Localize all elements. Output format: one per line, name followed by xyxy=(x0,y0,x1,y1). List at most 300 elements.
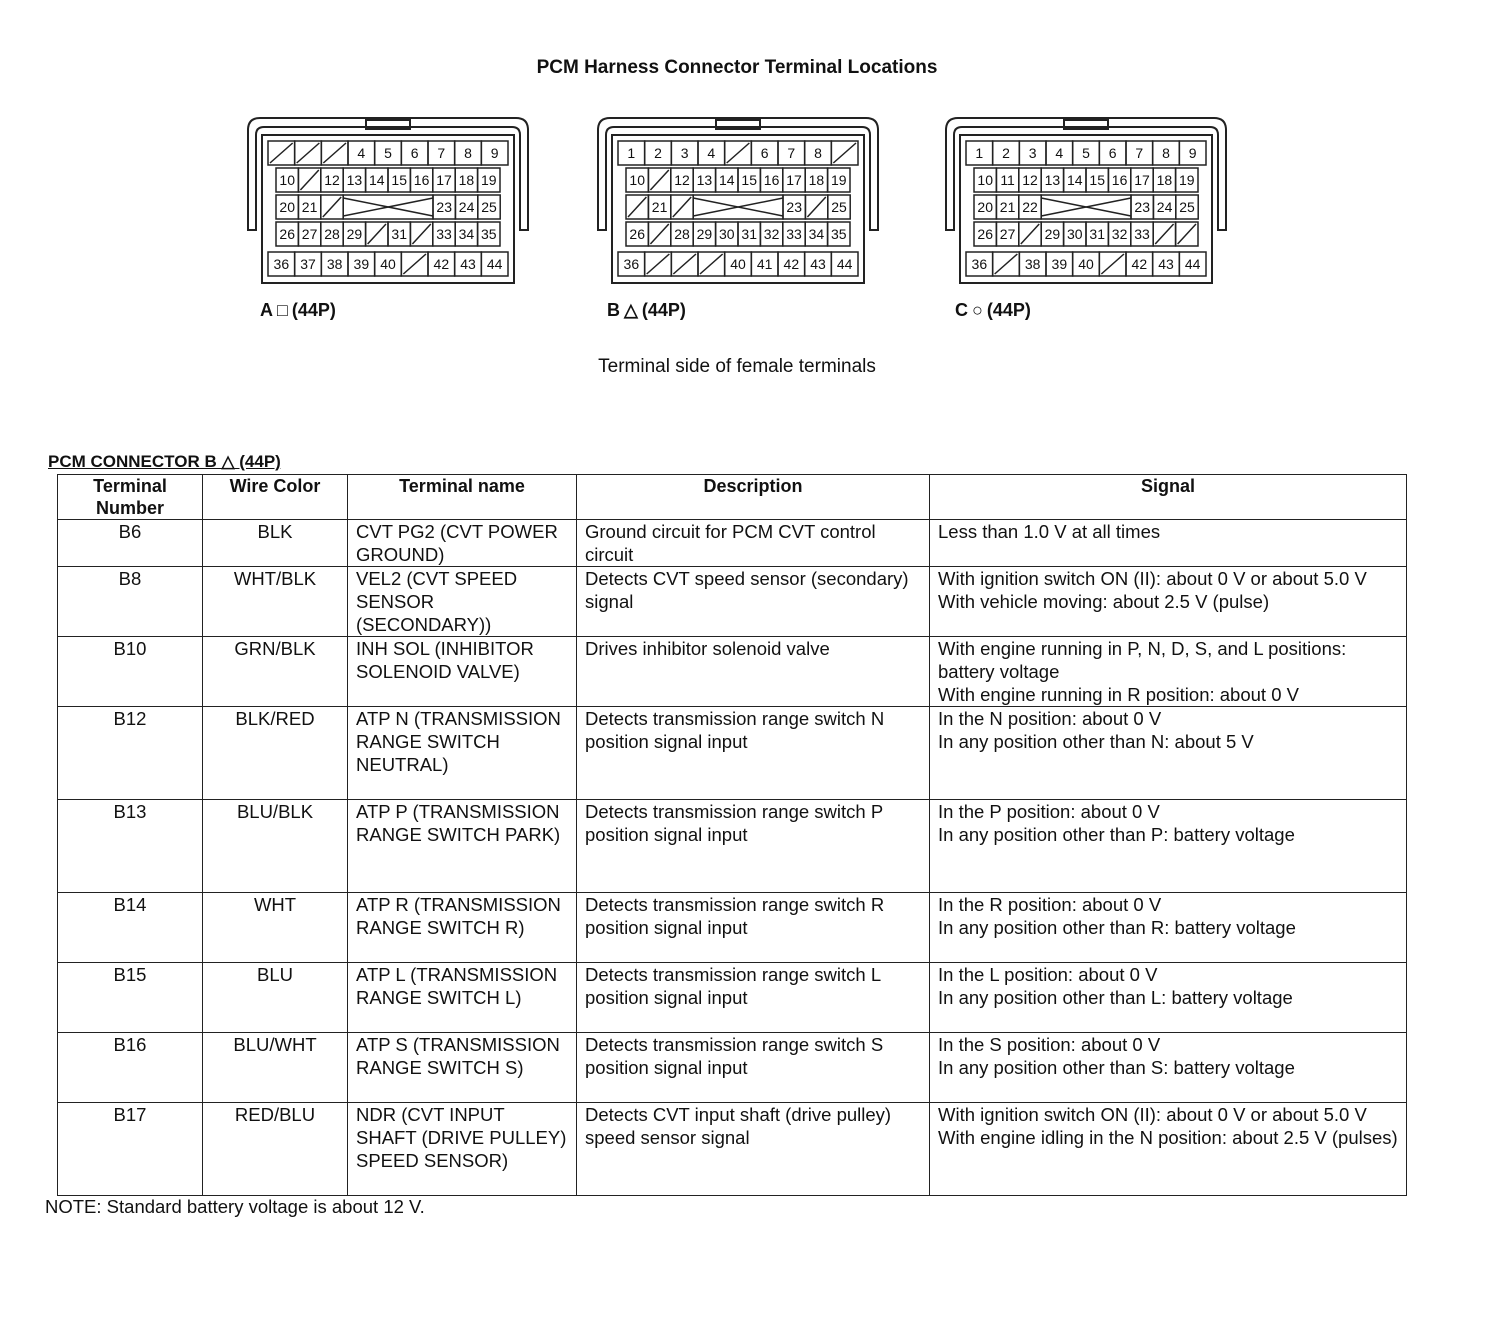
terminal-cell xyxy=(805,141,832,165)
svg-text:38: 38 xyxy=(326,256,343,272)
description-cell: Ground circuit for PCM CVT control circuit xyxy=(577,520,930,567)
table-row xyxy=(58,893,1407,963)
svg-text:16: 16 xyxy=(413,172,430,188)
terminal-cell xyxy=(1073,252,1100,276)
signal-cell xyxy=(930,567,1407,637)
terminal-cell xyxy=(321,222,343,246)
header-description: Description xyxy=(577,475,930,520)
terminal-cell xyxy=(671,141,698,165)
terminal-cell xyxy=(343,195,433,219)
terminal-cell xyxy=(993,141,1020,165)
terminal-cell xyxy=(366,222,388,246)
table-title: PCM CONNECTOR B △ (44P) xyxy=(48,452,281,471)
terminal-cell xyxy=(626,195,648,219)
svg-text:20: 20 xyxy=(279,199,295,215)
table-row xyxy=(58,1033,1407,1103)
svg-text:17: 17 xyxy=(1134,172,1150,188)
svg-text:13: 13 xyxy=(696,172,713,188)
terminal-cell xyxy=(298,168,320,192)
terminal-cell xyxy=(996,168,1018,192)
table-row xyxy=(58,637,1407,707)
wire-color-cell: RED/BLU xyxy=(203,1103,348,1196)
description-cell: Detects transmission range switch R position signal input xyxy=(577,893,930,963)
terminal-cell xyxy=(831,252,858,276)
svg-text:32: 32 xyxy=(763,226,780,242)
terminal-cell xyxy=(1099,141,1126,165)
table-row xyxy=(58,707,1407,800)
terminal-cell xyxy=(671,168,693,192)
wire-color-cell: GRN/BLK xyxy=(203,637,348,707)
svg-text:30: 30 xyxy=(719,226,735,242)
svg-text:7: 7 xyxy=(1135,145,1144,161)
svg-text:21: 21 xyxy=(999,199,1016,215)
terminal-cell xyxy=(388,168,410,192)
terminal-cell xyxy=(375,141,402,165)
terminal-number-cell: B14 xyxy=(58,893,203,963)
terminal-cell xyxy=(1153,252,1180,276)
connector-c-diagram xyxy=(936,115,1236,295)
terminal-cell xyxy=(1176,222,1198,246)
svg-text:15: 15 xyxy=(391,172,407,188)
signal-line: With engine idling in the N position: about 2.5 V (pulses) xyxy=(938,1127,1398,1148)
svg-text:39: 39 xyxy=(1051,256,1068,272)
terminal-cell xyxy=(1108,168,1130,192)
signal-line: In the P position: about 0 V xyxy=(938,801,1160,822)
terminal-name-cell: INH SOL (INHIBITOR SOLENOID VALVE) xyxy=(348,637,577,707)
svg-text:10: 10 xyxy=(629,172,645,188)
signal-cell xyxy=(930,963,1407,1033)
svg-text:39: 39 xyxy=(353,256,370,272)
description-cell: Detects transmission range switch N position signal input xyxy=(577,707,930,800)
signal-line: With engine running in P, N, D, S, and L positions: battery voltage xyxy=(938,638,1347,682)
terminal-number-cell: B12 xyxy=(58,707,203,800)
svg-text:1: 1 xyxy=(975,145,984,161)
connector-b-label: B △ (44P) xyxy=(607,300,686,320)
description-cell: Detects transmission range switch L position signal input xyxy=(577,963,930,1033)
svg-text:7: 7 xyxy=(437,145,446,161)
svg-text:3: 3 xyxy=(680,145,689,161)
terminal-cell xyxy=(783,168,805,192)
svg-text:36: 36 xyxy=(971,256,988,272)
terminal-cell xyxy=(645,141,672,165)
signal-cell xyxy=(930,1103,1407,1196)
header-terminal-number: Terminal Number xyxy=(58,475,203,520)
terminal-cell xyxy=(1179,141,1206,165)
terminal-number-cell: B15 xyxy=(58,963,203,1033)
svg-text:23: 23 xyxy=(1134,199,1150,215)
svg-text:19: 19 xyxy=(481,172,497,188)
wire-color-cell: BLK/RED xyxy=(203,707,348,800)
svg-text:43: 43 xyxy=(810,256,826,272)
terminal-cell xyxy=(410,168,432,192)
terminal-cell xyxy=(478,222,500,246)
terminal-cell xyxy=(455,222,477,246)
terminal-name-cell: ATP N (TRANSMISSION RANGE SWITCH NEUTRAL) xyxy=(348,707,577,800)
svg-text:38: 38 xyxy=(1024,256,1041,272)
svg-text:6: 6 xyxy=(410,145,419,161)
terminal-cell xyxy=(783,195,805,219)
terminal-name-cell: ATP R (TRANSMISSION RANGE SWITCH R) xyxy=(348,893,577,963)
svg-text:43: 43 xyxy=(460,256,476,272)
svg-text:19: 19 xyxy=(1179,172,1195,188)
terminal-cell xyxy=(455,195,477,219)
svg-text:5: 5 xyxy=(1082,145,1090,161)
svg-text:29: 29 xyxy=(696,226,713,242)
terminal-cell xyxy=(1046,252,1073,276)
note-text: NOTE: Standard battery voltage is about 12 V. xyxy=(45,1196,425,1217)
table-row xyxy=(58,800,1407,893)
svg-text:18: 18 xyxy=(808,172,825,188)
description-cell: Detects CVT speed sensor (secondary) signal xyxy=(577,567,930,637)
terminal-cell xyxy=(1099,252,1126,276)
terminal-cell xyxy=(996,222,1018,246)
diagram-caption: Terminal side of female terminals xyxy=(598,356,876,377)
terminal-cell xyxy=(433,195,455,219)
signal-line: With ignition switch ON (II): about 0 V or about 5.0 V xyxy=(938,568,1367,589)
svg-text:29: 29 xyxy=(346,226,363,242)
terminal-cell xyxy=(618,141,645,165)
terminal-name-cell: ATP L (TRANSMISSION RANGE SWITCH L) xyxy=(348,963,577,1033)
terminal-cell xyxy=(1131,195,1153,219)
table-header-row xyxy=(58,475,1407,520)
terminal-cell xyxy=(648,168,670,192)
terminal-cell xyxy=(648,222,670,246)
terminal-cell xyxy=(618,252,645,276)
terminal-cell xyxy=(693,168,715,192)
signal-line: In the R position: about 0 V xyxy=(938,894,1162,915)
svg-text:20: 20 xyxy=(977,199,993,215)
terminal-cell xyxy=(626,222,648,246)
svg-text:26: 26 xyxy=(279,226,295,242)
terminal-cell xyxy=(751,252,778,276)
svg-text:28: 28 xyxy=(324,226,340,242)
svg-text:12: 12 xyxy=(1022,172,1038,188)
terminal-cell xyxy=(805,195,827,219)
svg-text:16: 16 xyxy=(1111,172,1128,188)
header-wire-color: Wire Color xyxy=(203,475,348,520)
terminal-cell xyxy=(698,252,725,276)
svg-text:27: 27 xyxy=(999,226,1016,242)
terminal-cell xyxy=(671,222,693,246)
header-terminal-name: Terminal name xyxy=(348,475,577,520)
terminal-cell xyxy=(828,222,850,246)
terminal-cell xyxy=(428,252,455,276)
signal-line: In any position other than S: battery voltage xyxy=(938,1057,1295,1078)
svg-text:28: 28 xyxy=(674,226,690,242)
terminal-cell xyxy=(321,141,348,165)
svg-text:43: 43 xyxy=(1158,256,1174,272)
svg-text:14: 14 xyxy=(369,172,385,188)
terminal-cell xyxy=(321,168,343,192)
terminal-cell xyxy=(645,252,672,276)
terminal-cell xyxy=(783,222,805,246)
terminal-cell xyxy=(828,168,850,192)
svg-text:12: 12 xyxy=(674,172,690,188)
terminal-cell xyxy=(725,252,752,276)
terminal-cell xyxy=(1179,252,1206,276)
terminal-cell xyxy=(321,195,343,219)
terminal-cell xyxy=(455,141,482,165)
terminal-cell xyxy=(388,222,410,246)
page-title: PCM Harness Connector Terminal Locations xyxy=(536,57,938,78)
terminal-cell xyxy=(1153,222,1175,246)
svg-text:22: 22 xyxy=(1022,199,1038,215)
terminal-cell xyxy=(828,195,850,219)
terminal-cell xyxy=(1126,141,1153,165)
terminal-cell xyxy=(298,195,320,219)
terminal-cell xyxy=(778,252,805,276)
wire-color-cell: BLK xyxy=(203,520,348,567)
svg-text:44: 44 xyxy=(836,256,853,272)
terminal-cell xyxy=(428,141,455,165)
svg-text:16: 16 xyxy=(763,172,780,188)
terminal-cell xyxy=(671,252,698,276)
terminal-cell xyxy=(974,195,996,219)
svg-text:27: 27 xyxy=(301,226,318,242)
svg-text:8: 8 xyxy=(1162,145,1170,161)
svg-text:1: 1 xyxy=(627,145,636,161)
terminal-cell xyxy=(626,168,648,192)
terminal-cell xyxy=(831,141,858,165)
terminal-cell xyxy=(1019,141,1046,165)
svg-text:35: 35 xyxy=(831,226,847,242)
svg-text:11: 11 xyxy=(1000,172,1015,188)
connector-c-label: C ○ (44P) xyxy=(955,300,1031,320)
svg-text:24: 24 xyxy=(1156,199,1173,215)
terminal-number-cell: B8 xyxy=(58,567,203,637)
svg-text:35: 35 xyxy=(481,226,497,242)
svg-text:32: 32 xyxy=(1111,226,1128,242)
terminal-cell xyxy=(693,195,783,219)
svg-text:31: 31 xyxy=(741,226,757,242)
signal-line: In any position other than R: battery voltage xyxy=(938,917,1296,938)
wire-color-cell: WHT/BLK xyxy=(203,567,348,637)
terminal-cell xyxy=(974,168,996,192)
terminal-cell xyxy=(1073,141,1100,165)
signal-cell xyxy=(930,707,1407,800)
terminal-cell xyxy=(1064,168,1086,192)
terminal-cell xyxy=(805,168,827,192)
svg-text:34: 34 xyxy=(808,226,825,242)
terminal-name-cell: CVT PG2 (CVT POWER GROUND) xyxy=(348,520,577,567)
svg-text:17: 17 xyxy=(786,172,802,188)
svg-text:37: 37 xyxy=(300,256,316,272)
svg-text:41: 41 xyxy=(756,256,773,272)
terminal-number-cell: B13 xyxy=(58,800,203,893)
svg-text:4: 4 xyxy=(357,145,366,161)
terminal-name-cell: VEL2 (CVT SPEED SENSOR (SECONDARY)) xyxy=(348,567,577,637)
svg-text:42: 42 xyxy=(1131,256,1148,272)
terminal-cell xyxy=(1041,195,1131,219)
signal-line: In the S position: about 0 V xyxy=(938,1034,1161,1055)
terminal-cell xyxy=(1041,222,1063,246)
terminal-cell xyxy=(1108,222,1130,246)
svg-text:26: 26 xyxy=(977,226,993,242)
terminal-cell xyxy=(716,168,738,192)
svg-text:36: 36 xyxy=(273,256,290,272)
svg-text:23: 23 xyxy=(436,199,452,215)
terminal-cell xyxy=(401,252,428,276)
terminal-cell xyxy=(433,168,455,192)
svg-text:15: 15 xyxy=(1089,172,1105,188)
signal-line: Less than 1.0 V at all times xyxy=(938,521,1161,542)
svg-text:21: 21 xyxy=(301,199,318,215)
terminal-cell xyxy=(455,252,482,276)
table-row xyxy=(58,520,1407,567)
terminal-cell xyxy=(481,141,508,165)
svg-text:13: 13 xyxy=(1044,172,1061,188)
svg-text:19: 19 xyxy=(831,172,847,188)
svg-text:33: 33 xyxy=(786,226,802,242)
terminal-cell xyxy=(366,168,388,192)
terminal-cell xyxy=(1019,252,1046,276)
terminal-cell xyxy=(966,141,993,165)
svg-text:2: 2 xyxy=(654,145,662,161)
terminal-cell xyxy=(648,195,670,219)
terminal-cell xyxy=(348,252,375,276)
wire-color-cell: BLU xyxy=(203,963,348,1033)
terminal-number-cell: B17 xyxy=(58,1103,203,1196)
table-row xyxy=(58,963,1407,1033)
terminal-name-cell: ATP P (TRANSMISSION RANGE SWITCH PARK) xyxy=(348,800,577,893)
table-row xyxy=(58,567,1407,637)
terminal-name-cell: NDR (CVT INPUT SHAFT (DRIVE PULLEY) SPEED SENSOR) xyxy=(348,1103,577,1196)
terminal-name-cell: ATP S (TRANSMISSION RANGE SWITCH S) xyxy=(348,1033,577,1103)
terminal-cell xyxy=(410,222,432,246)
terminal-cell xyxy=(751,141,778,165)
terminal-cell xyxy=(295,252,322,276)
terminal-cell xyxy=(1153,168,1175,192)
svg-text:33: 33 xyxy=(1134,226,1150,242)
svg-text:15: 15 xyxy=(741,172,757,188)
terminal-cell xyxy=(1153,141,1180,165)
terminal-number-cell: B10 xyxy=(58,637,203,707)
terminal-cell xyxy=(1176,168,1198,192)
svg-text:36: 36 xyxy=(623,256,640,272)
signal-line: In any position other than N: about 5 V xyxy=(938,731,1254,752)
svg-text:21: 21 xyxy=(651,199,668,215)
terminal-number-cell: B16 xyxy=(58,1033,203,1103)
terminal-cell xyxy=(760,222,782,246)
svg-text:3: 3 xyxy=(1028,145,1037,161)
description-cell: Detects CVT input shaft (drive pulley) speed sensor signal xyxy=(577,1103,930,1196)
svg-text:31: 31 xyxy=(1089,226,1105,242)
terminal-cell xyxy=(1176,195,1198,219)
svg-text:8: 8 xyxy=(464,145,472,161)
terminal-cell xyxy=(725,141,752,165)
terminal-cell xyxy=(693,222,715,246)
wire-color-cell: BLU/WHT xyxy=(203,1033,348,1103)
signal-line: With vehicle moving: about 2.5 V (pulse) xyxy=(938,591,1270,612)
terminal-cell xyxy=(1046,141,1073,165)
svg-text:42: 42 xyxy=(433,256,450,272)
svg-text:6: 6 xyxy=(760,145,769,161)
svg-text:9: 9 xyxy=(490,145,499,161)
svg-text:42: 42 xyxy=(783,256,800,272)
svg-text:8: 8 xyxy=(814,145,822,161)
terminal-cell xyxy=(295,141,322,165)
terminal-cell xyxy=(698,141,725,165)
signal-cell xyxy=(930,800,1407,893)
svg-text:4: 4 xyxy=(1055,145,1064,161)
svg-text:12: 12 xyxy=(324,172,340,188)
terminal-cell xyxy=(1019,222,1041,246)
terminal-cell xyxy=(738,222,760,246)
description-cell: Drives inhibitor solenoid valve xyxy=(577,637,930,707)
svg-text:24: 24 xyxy=(458,199,475,215)
terminal-cell xyxy=(276,195,298,219)
terminal-cell xyxy=(478,195,500,219)
signal-line: In the L position: about 0 V xyxy=(938,964,1158,985)
svg-text:26: 26 xyxy=(629,226,645,242)
svg-text:25: 25 xyxy=(831,199,847,215)
signal-line: In the N position: about 0 V xyxy=(938,708,1162,729)
svg-text:14: 14 xyxy=(1067,172,1083,188)
signal-line: In any position other than P: battery voltage xyxy=(938,824,1295,845)
terminal-cell xyxy=(1019,168,1041,192)
table-row xyxy=(58,1103,1407,1196)
terminal-cell xyxy=(760,168,782,192)
header-signal: Signal xyxy=(930,475,1407,520)
terminal-cell xyxy=(348,141,375,165)
svg-text:33: 33 xyxy=(436,226,452,242)
terminal-cell xyxy=(375,252,402,276)
signal-cell xyxy=(930,1033,1407,1103)
signal-cell xyxy=(930,893,1407,963)
terminal-cell xyxy=(298,222,320,246)
terminal-cell xyxy=(778,141,805,165)
connector-a-label: A □ (44P) xyxy=(260,300,336,320)
description-cell: Detects transmission range switch S position signal input xyxy=(577,1033,930,1103)
terminal-cell xyxy=(433,222,455,246)
svg-text:23: 23 xyxy=(786,199,802,215)
terminal-cell xyxy=(268,141,295,165)
svg-text:25: 25 xyxy=(1179,199,1195,215)
connector-a-diagram xyxy=(238,115,538,295)
signal-line: In any position other than L: battery voltage xyxy=(938,987,1293,1008)
svg-text:44: 44 xyxy=(486,256,503,272)
svg-text:18: 18 xyxy=(1156,172,1173,188)
svg-text:30: 30 xyxy=(1067,226,1083,242)
wire-color-cell: BLU/BLK xyxy=(203,800,348,893)
terminal-cell xyxy=(1064,222,1086,246)
terminal-cell xyxy=(1041,168,1063,192)
terminal-cell xyxy=(1126,252,1153,276)
terminal-cell xyxy=(343,222,365,246)
terminal-cell xyxy=(401,141,428,165)
signal-line: With engine running in R position: about 0 V xyxy=(938,684,1299,705)
terminal-cell xyxy=(276,168,298,192)
svg-text:2: 2 xyxy=(1002,145,1010,161)
terminal-cell xyxy=(805,252,832,276)
svg-text:34: 34 xyxy=(458,226,475,242)
signal-line: With ignition switch ON (II): about 0 V or about 5.0 V xyxy=(938,1104,1367,1125)
signal-cell xyxy=(930,520,1407,567)
svg-text:10: 10 xyxy=(279,172,295,188)
svg-text:4: 4 xyxy=(707,145,716,161)
terminal-cell xyxy=(481,252,508,276)
terminal-cell xyxy=(343,168,365,192)
svg-text:17: 17 xyxy=(436,172,452,188)
terminal-cell xyxy=(268,252,295,276)
svg-text:14: 14 xyxy=(719,172,735,188)
terminal-cell xyxy=(455,168,477,192)
signal-cell xyxy=(930,637,1407,707)
terminal-table xyxy=(57,474,1407,1196)
svg-text:18: 18 xyxy=(458,172,475,188)
svg-text:6: 6 xyxy=(1108,145,1117,161)
terminal-cell xyxy=(805,222,827,246)
